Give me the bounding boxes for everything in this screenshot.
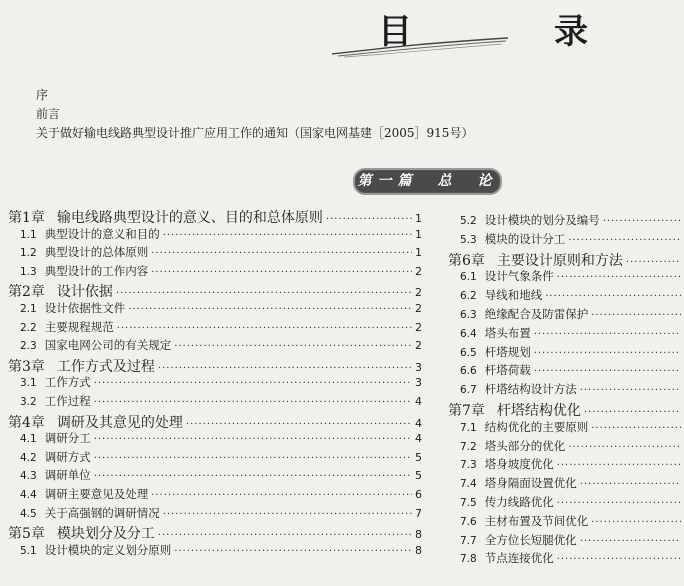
toc-section-row — [20, 430, 422, 446]
toc-dot-leader — [534, 348, 681, 359]
toc-section-row — [460, 362, 684, 378]
toc-entry-title: 全方位长短腿优化 — [484, 532, 577, 547]
toc-entry-title: 输电线路典型设计的意义、目的和总体原则 — [56, 210, 323, 226]
toc-chapter-row — [8, 523, 422, 543]
toc-entry-number: 4.2 — [20, 451, 37, 464]
toc-section-row — [20, 467, 422, 483]
toc-dot-leader — [591, 423, 681, 434]
toc-dot-leader — [94, 378, 412, 389]
toc-entry-number: 第4章 — [8, 414, 45, 431]
toc-entry-title: 设计模块的定义划分原则 — [44, 542, 172, 557]
toc-section-row — [460, 494, 684, 510]
toc-dot-leader — [94, 434, 412, 445]
toc-entry-page: 1 — [415, 212, 422, 225]
toc-entry-number: 6.6 — [460, 365, 477, 378]
toc-entry-title: 绝缘配合及防雷保护 — [484, 307, 589, 321]
toc-dot-leader — [591, 310, 681, 321]
toc-entry-number: 5.3 — [460, 233, 477, 246]
toc-entry-title: 导线和地线 — [484, 288, 543, 303]
toc-entry-title: 模块划分及分工 — [56, 526, 155, 543]
toc-entry-title: 塔身坡度优化 — [484, 457, 554, 472]
toc-dot-leader — [158, 530, 412, 541]
page-title: 目 录 — [378, 12, 642, 52]
toc-dot-leader — [557, 498, 681, 509]
toc-section-row — [20, 374, 422, 390]
toc-dot-leader — [163, 509, 412, 520]
toc-entry-page: 4 — [415, 416, 422, 430]
toc-entry-title: 塔头部分的优化 — [484, 438, 566, 453]
toc-dot-leader — [326, 214, 412, 225]
toc-entry-number: 第3章 — [8, 358, 45, 375]
toc-chapter-row — [448, 250, 684, 270]
toc-entry-title: 调研分工 — [44, 431, 91, 446]
toc-entry-number: 5.1 — [20, 544, 37, 557]
toc-entry-number: 3.1 — [20, 377, 37, 390]
toc-entry-title: 主材布置及节间优化 — [484, 513, 589, 528]
toc-entry-number: 1.2 — [20, 247, 37, 260]
toc-section-row — [20, 244, 422, 260]
toc-entry-number: 6.2 — [460, 290, 477, 303]
toc-dot-leader — [584, 407, 681, 418]
toc-entry-page: 8 — [415, 543, 422, 557]
toc-entry-title: 设计气象条件 — [484, 269, 554, 284]
part-banner: 第一篇 总 论 — [353, 168, 502, 195]
toc-entry-page: 8 — [415, 528, 422, 542]
toc-entry-page: 6 — [415, 488, 422, 501]
toc-entry-title: 结构优化的主要原则 — [484, 419, 589, 434]
toc-dot-leader — [591, 517, 681, 528]
toc-entry-number: 第1章 — [8, 210, 45, 226]
toc-section-row — [460, 381, 684, 397]
toc-section-row — [460, 419, 684, 435]
toc-entry-number: 7.5 — [460, 497, 477, 509]
toc-dot-leader — [580, 385, 681, 396]
toc-section-row — [460, 306, 684, 322]
toc-entry-page: 4 — [415, 395, 422, 408]
toc-section-row — [460, 344, 684, 360]
toc-entry-page: 3 — [415, 376, 422, 390]
toc-entry-title: 国家电网公司的有关规定 — [44, 338, 172, 353]
toc-entry-number: 4.5 — [20, 507, 37, 520]
toc-entry-number: 2.1 — [20, 303, 37, 315]
toc-section-row — [460, 475, 684, 491]
toc-entry-title: 塔头布置 — [484, 325, 531, 340]
toc-section-row — [20, 505, 422, 521]
toc-entry-page: 5 — [415, 450, 422, 464]
toc-dot-leader — [151, 490, 412, 501]
toc-dot-leader — [534, 329, 681, 340]
toc-dot-leader — [580, 536, 681, 547]
toc-entry-title: 塔身隔面设置优化 — [484, 476, 577, 491]
toc-section-row — [460, 456, 684, 472]
toc-entry-title: 设计模块的划分及编号 — [484, 213, 600, 227]
toc-entry-title: 设计依据性文件 — [44, 301, 126, 315]
toc-entry-title: 设计依据 — [56, 284, 113, 301]
toc-entry-number: 1.1 — [20, 228, 37, 241]
toc-chapter-row — [8, 207, 422, 227]
toc-entry-number: 6.7 — [460, 384, 477, 397]
toc-chapter-row — [448, 400, 684, 420]
toc-dot-leader — [626, 257, 681, 268]
toc-entry-title: 杆塔结构设计方法 — [484, 382, 577, 397]
toc-section-row — [20, 486, 422, 502]
toc-entry-title: 杆塔规划 — [484, 344, 531, 359]
toc-entry-title: 调研单位 — [44, 468, 91, 483]
toc-entry-title: 工作方式 — [44, 375, 91, 390]
toc-dot-leader — [557, 272, 681, 283]
toc-dot-leader — [186, 419, 412, 430]
toc-entry-page: 4 — [415, 432, 422, 446]
toc-entry-title: 主要设计原则和方法 — [496, 252, 623, 269]
toc-entry-title: 工作过程 — [44, 394, 91, 408]
toc-entry-number: 7.1 — [460, 421, 477, 434]
toc-entry-title: 典型设计的意义和目的 — [44, 226, 160, 241]
toc-entry-title: 调研主要意见及处理 — [44, 487, 149, 501]
toc-dot-leader — [557, 554, 681, 565]
toc-section-row — [460, 287, 684, 303]
toc-entry-number: 第2章 — [8, 284, 45, 301]
toc-entry-title: 杆塔荷载 — [484, 363, 531, 378]
toc-entry-title: 传力线路优化 — [484, 495, 554, 509]
toc-dot-leader — [151, 267, 412, 278]
toc-dot-leader — [94, 397, 412, 408]
toc-section-row — [20, 337, 422, 353]
toc-entry-page: 1 — [415, 246, 422, 260]
toc-entry-title: 模块的设计分工 — [484, 231, 566, 246]
toc-dot-leader — [603, 216, 681, 227]
toc-dot-leader — [163, 230, 412, 241]
title-swoosh-decoration — [330, 36, 510, 58]
toc-entry-number: 7.8 — [460, 553, 477, 566]
toc-entry-number: 7.3 — [460, 459, 477, 472]
toc-section-row — [20, 542, 422, 558]
toc-entry-number: 2.2 — [20, 321, 37, 334]
toc-entry-title: 工作方式及过程 — [56, 358, 155, 375]
toc-entry-number: 1.3 — [20, 265, 37, 278]
toc-entry-number: 4.1 — [20, 433, 37, 446]
front-matter-foreword: 前言 — [36, 107, 61, 121]
toc-entry-number: 6.1 — [460, 271, 477, 284]
toc-section-row — [20, 300, 422, 316]
toc-entry-number: 4.4 — [20, 489, 37, 501]
toc-entry-page: 7 — [415, 506, 422, 520]
toc-entry-number: 7.6 — [460, 515, 477, 528]
toc-entry-number: 3.2 — [20, 396, 37, 408]
toc-section-row — [20, 449, 422, 465]
toc-chapter-row — [8, 412, 422, 432]
toc-dot-leader — [174, 546, 412, 557]
toc-entry-number: 6.3 — [460, 309, 477, 321]
toc-dot-leader — [580, 479, 681, 490]
toc-entry-page: 2 — [415, 286, 422, 300]
toc-entry-number: 5.2 — [460, 215, 477, 227]
toc-section-row — [460, 212, 684, 228]
toc-entry-page: 2 — [415, 302, 422, 315]
toc-entry-page: 2 — [415, 339, 422, 353]
toc-dot-leader — [568, 442, 681, 453]
toc-section-row — [460, 532, 684, 548]
toc-dot-leader — [117, 323, 412, 334]
toc-section-row — [460, 268, 684, 284]
toc-dot-leader — [128, 304, 412, 315]
toc-section-row — [460, 550, 684, 566]
toc-entry-title: 调研及其意见的处理 — [56, 414, 183, 431]
toc-dot-leader — [94, 453, 412, 464]
toc-section-row — [460, 231, 684, 247]
toc-entry-number: 7.4 — [460, 478, 477, 491]
toc-section-row — [20, 393, 422, 409]
toc-entry-number: 6.5 — [460, 346, 477, 359]
toc-entry-number: 2.3 — [20, 340, 37, 353]
toc-entry-number: 4.3 — [20, 470, 37, 483]
toc-entry-title: 典型设计的工作内容 — [44, 263, 149, 278]
toc-entry-title: 典型设计的总体原则 — [44, 245, 149, 260]
toc-dot-leader — [568, 235, 681, 246]
toc-entry-number: 7.2 — [460, 440, 477, 453]
toc-dot-leader — [174, 341, 412, 352]
toc-entry-title: 杆塔结构优化 — [496, 403, 581, 419]
toc-dot-leader — [534, 366, 681, 377]
toc-entry-title: 主要规程规范 — [44, 319, 114, 334]
toc-entry-page: 3 — [415, 360, 422, 374]
toc-dot-leader — [557, 460, 681, 471]
toc-section-row — [20, 319, 422, 335]
toc-entry-number: 6.4 — [460, 327, 477, 340]
toc-entry-title: 节点连接优化 — [484, 551, 554, 566]
toc-section-row — [460, 325, 684, 341]
toc-entry-number: 7.7 — [460, 534, 477, 547]
toc-chapter-row — [8, 356, 422, 376]
toc-entry-page: 1 — [415, 227, 422, 241]
toc-chapter-row — [8, 281, 422, 301]
toc-dot-leader — [545, 291, 681, 302]
toc-entry-number: 第7章 — [448, 403, 485, 419]
toc-entry-number: 第6章 — [448, 252, 485, 269]
toc-section-row — [20, 263, 422, 279]
toc-entry-title: 关于高强钢的调研情况 — [44, 505, 160, 520]
front-matter-preface: 序 — [36, 88, 49, 102]
toc-dot-leader — [151, 248, 412, 259]
toc-dot-leader — [116, 288, 412, 299]
toc-entry-page: 2 — [415, 264, 422, 278]
toc-entry-number: 第5章 — [8, 526, 45, 543]
toc-entry-page: 2 — [415, 320, 422, 334]
toc-section-row — [20, 226, 422, 242]
toc-dot-leader — [94, 471, 412, 482]
toc-dot-leader — [158, 363, 412, 374]
toc-entry-page: 5 — [415, 469, 422, 483]
toc-entry-title: 调研方式 — [44, 449, 91, 464]
front-matter-notice: 关于做好输电线路典型设计推广应用工作的通知（国家电网基建［2005］915号） — [36, 126, 474, 140]
toc-section-row — [460, 438, 684, 454]
toc-section-row — [460, 513, 684, 529]
